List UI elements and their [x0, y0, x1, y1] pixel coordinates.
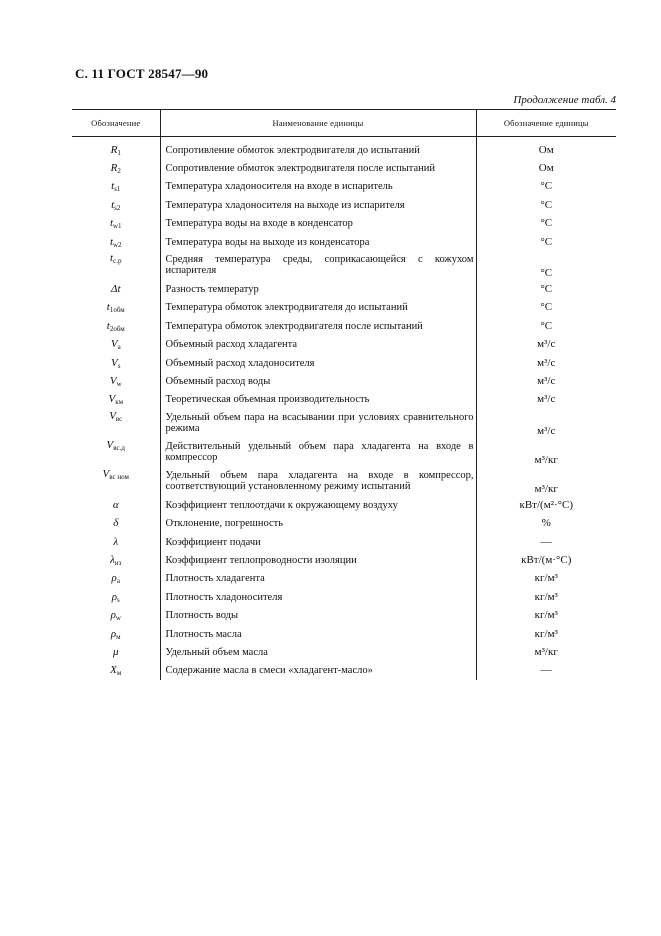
quantity-name-cell: Температура обмоток электродвигателя после испытаний [160, 317, 476, 335]
symbol-cell [72, 467, 160, 496]
units-table [72, 109, 616, 680]
symbol-letter: t [109, 217, 113, 230]
table-row [72, 372, 616, 390]
unit-cell: °С [540, 301, 553, 314]
symbol-subscript: s [117, 595, 120, 604]
quantity-name-cell: Плотность хладоносителя [160, 588, 476, 606]
symbol-subscript: s [117, 361, 121, 370]
table-row [72, 178, 616, 196]
symbol-cell [72, 178, 160, 196]
table-row [72, 625, 616, 643]
symbol-letter: V [110, 338, 118, 351]
symbol-subscript: вс.д [113, 444, 125, 453]
column-header-symbol: Обозначение [72, 110, 160, 137]
symbol-letter: t [111, 198, 115, 211]
quantity-name-cell: Средняя температура среды, соприкасающейся с кожухом испарителя [160, 251, 476, 280]
symbol-cell [72, 643, 160, 661]
symbol-cell [72, 551, 160, 569]
symbol-letter: λ [113, 535, 119, 548]
unit-cell: °С [540, 319, 553, 332]
quantity-name-cell: Температура обмоток электродвигателя до испытаний [160, 299, 476, 317]
symbol-subscript: м [116, 632, 121, 641]
quantity-name-cell: Отклонение, погрешность [160, 514, 476, 532]
unit-cell: °С [540, 198, 553, 211]
symbol-cell [72, 137, 160, 160]
unit-cell: м³/с [537, 425, 556, 438]
symbol-letter: X [110, 664, 117, 677]
table-body [72, 137, 616, 680]
symbol-cell [72, 196, 160, 214]
symbol-letter: λ [110, 553, 115, 566]
unit-cell: % [541, 517, 551, 530]
symbol-letter: t [110, 252, 114, 265]
unit-cell: кВт/(м²·°С) [519, 498, 574, 511]
quantity-name-cell: Удельный объем масла [160, 643, 476, 661]
quantity-name-cell: Плотность хладагента [160, 570, 476, 588]
quantity-name-cell: Объемный расход хладоносителя [160, 354, 476, 372]
symbol-letter: t [111, 180, 115, 193]
unit-cell: м³/кг [534, 645, 558, 658]
symbol-cell [72, 514, 160, 532]
symbol-subscript: 1 [117, 148, 121, 157]
symbol-cell [72, 251, 160, 280]
symbol-cell [72, 533, 160, 551]
column-header-unit: Обозначение единицы [476, 110, 616, 137]
symbol-cell [72, 662, 160, 680]
symbol-cell [72, 215, 160, 233]
table-caption: Продолжение табл. 4 [513, 94, 616, 106]
symbol-subscript: 2 [117, 167, 121, 176]
symbol-letter: α [112, 498, 119, 511]
symbol-subscript: 1обм [109, 306, 125, 315]
symbol-letter: t [106, 319, 110, 332]
table-row [72, 233, 616, 251]
quantity-name-cell: Плотность масла [160, 625, 476, 643]
symbol-letter: V [102, 468, 110, 481]
symbol-letter: V [108, 393, 116, 406]
unit-cell: °С [540, 180, 553, 193]
table-row [72, 280, 616, 298]
table-row [72, 643, 616, 661]
symbol-letter: ρ [111, 572, 117, 585]
column-header-name: Наименование единицы [160, 110, 476, 137]
quantity-name-cell: Разность температур [160, 280, 476, 298]
table-row [72, 570, 616, 588]
unit-cell: м³/с [537, 393, 556, 406]
quantity-name-cell: Плотность воды [160, 606, 476, 624]
symbol-cell [72, 159, 160, 177]
unit-cell: м³/кг [534, 454, 558, 467]
symbol-subscript: м [116, 669, 122, 678]
symbol-subscript: вс ном [109, 473, 129, 482]
symbol-subscript: s1 [114, 185, 121, 194]
symbol-letter: μ [112, 645, 119, 658]
unit-cell: Ом [538, 143, 554, 156]
symbol-cell [72, 496, 160, 514]
unit-cell: °С [540, 235, 553, 248]
unit-cell: Ом [538, 162, 554, 175]
unit-cell: — [540, 535, 552, 548]
symbol-subscript: w1 [113, 222, 122, 231]
table-row [72, 606, 616, 624]
symbol-cell [72, 409, 160, 438]
table-row [72, 317, 616, 335]
symbol-cell [72, 606, 160, 624]
symbol-cell [72, 588, 160, 606]
table-row [72, 467, 616, 496]
table-row [72, 336, 616, 354]
symbol-letter: ρ [111, 590, 118, 603]
symbol-letter: Δt [110, 283, 121, 296]
table-row [72, 438, 616, 467]
symbol-letter: ρ [110, 627, 117, 640]
unit-cell: кг/м³ [534, 590, 558, 603]
page-header: С. 11 ГОСТ 28547—90 [75, 66, 209, 81]
table-row [72, 159, 616, 177]
table-row [72, 551, 616, 569]
unit-cell: кВт/(м·°С) [521, 553, 572, 566]
unit-cell: кг/м³ [534, 572, 558, 585]
table-row [72, 354, 616, 372]
table-row [72, 533, 616, 551]
quantity-name-cell: Объемный расход хладагента [160, 336, 476, 354]
table-row [72, 496, 616, 514]
unit-cell: м³/кг [534, 483, 558, 496]
symbol-letter: ρ [110, 609, 116, 622]
unit-cell: м³/с [537, 338, 556, 351]
table-row [72, 391, 616, 409]
symbol-cell [72, 280, 160, 298]
symbol-subscript: a [117, 343, 121, 352]
symbol-letter: V [109, 410, 116, 423]
unit-cell: °С [540, 283, 553, 296]
quantity-name-cell: Температура хладоносителя на выходе из испарителя [160, 196, 476, 214]
symbol-subscript: c.p [113, 257, 122, 266]
symbol-subscript: км [115, 398, 124, 407]
table-row [72, 137, 616, 160]
symbol-subscript: w [115, 614, 121, 623]
table-row [72, 196, 616, 214]
unit-cell: кг/м³ [534, 627, 558, 640]
symbol-letter: t [109, 235, 113, 248]
symbol-subscript: из [114, 558, 122, 567]
unit-cell: м³/с [537, 356, 556, 369]
symbol-letter: V [106, 439, 114, 452]
symbol-letter: R [110, 143, 118, 156]
table-header-row [72, 110, 616, 137]
symbol-cell [72, 570, 160, 588]
table-row [72, 409, 616, 438]
table-row [72, 662, 616, 680]
symbol-cell [72, 317, 160, 335]
symbol-cell [72, 354, 160, 372]
symbol-cell [72, 336, 160, 354]
quantity-name-cell: Температура воды на входе в конденсатор [160, 215, 476, 233]
table-row [72, 299, 616, 317]
quantity-name-cell: Содержание масла в смеси «хладагент-масло» [160, 662, 476, 680]
table-row [72, 215, 616, 233]
quantity-name-cell: Действительный удельный объем пара хладагента на входе в компрессор [160, 438, 476, 467]
quantity-name-cell: Удельный объем пара хладагента на входе в компрессор, соответствующий установленному режиму испытаний [160, 467, 476, 496]
symbol-letter: δ [113, 517, 119, 530]
quantity-name-cell: Сопротивление обмоток электродвигателя после испытаний [160, 159, 476, 177]
symbol-cell [72, 438, 160, 467]
quantity-name-cell: Сопротивление обмоток электродвигателя до испытаний [160, 137, 476, 160]
quantity-name-cell: Температура воды на выходе из конденсатора [160, 233, 476, 251]
symbol-subscript: 2обм [109, 324, 125, 333]
symbol-cell [72, 391, 160, 409]
quantity-name-cell: Температура хладоносителя на входе в испаритель [160, 178, 476, 196]
table-row [72, 514, 616, 532]
unit-cell: °С [540, 267, 553, 280]
quantity-name-cell: Коэффициент теплопроводности изоляции [160, 551, 476, 569]
symbol-letter: V [109, 374, 117, 387]
symbol-subscript: вс [115, 415, 123, 424]
symbol-subscript: s2 [114, 203, 121, 212]
unit-cell: — [540, 664, 552, 677]
symbol-letter: V [111, 356, 118, 369]
symbol-cell [72, 233, 160, 251]
symbol-cell [72, 625, 160, 643]
table-row [72, 588, 616, 606]
symbol-subscript: w2 [113, 240, 122, 249]
symbol-subscript: a [116, 577, 120, 586]
symbol-cell [72, 372, 160, 390]
table-row [72, 251, 616, 280]
quantity-name-cell: Коэффициент теплоотдачи к окружающему воздуху [160, 496, 476, 514]
quantity-name-cell: Теоретическая объемная производительность [160, 391, 476, 409]
symbol-subscript: w [116, 379, 122, 388]
quantity-name-cell: Объемный расход воды [160, 372, 476, 390]
quantity-name-cell: Коэффициент подачи [160, 533, 476, 551]
unit-cell: °С [540, 217, 553, 230]
quantity-name-cell: Удельный объем пара на всасывании при условиях сравнительного режима [160, 409, 476, 438]
symbol-letter: R [110, 162, 118, 175]
unit-cell: м³/с [537, 374, 556, 387]
unit-cell: кг/м³ [534, 609, 558, 622]
symbol-letter: t [106, 301, 110, 314]
symbol-cell [72, 299, 160, 317]
